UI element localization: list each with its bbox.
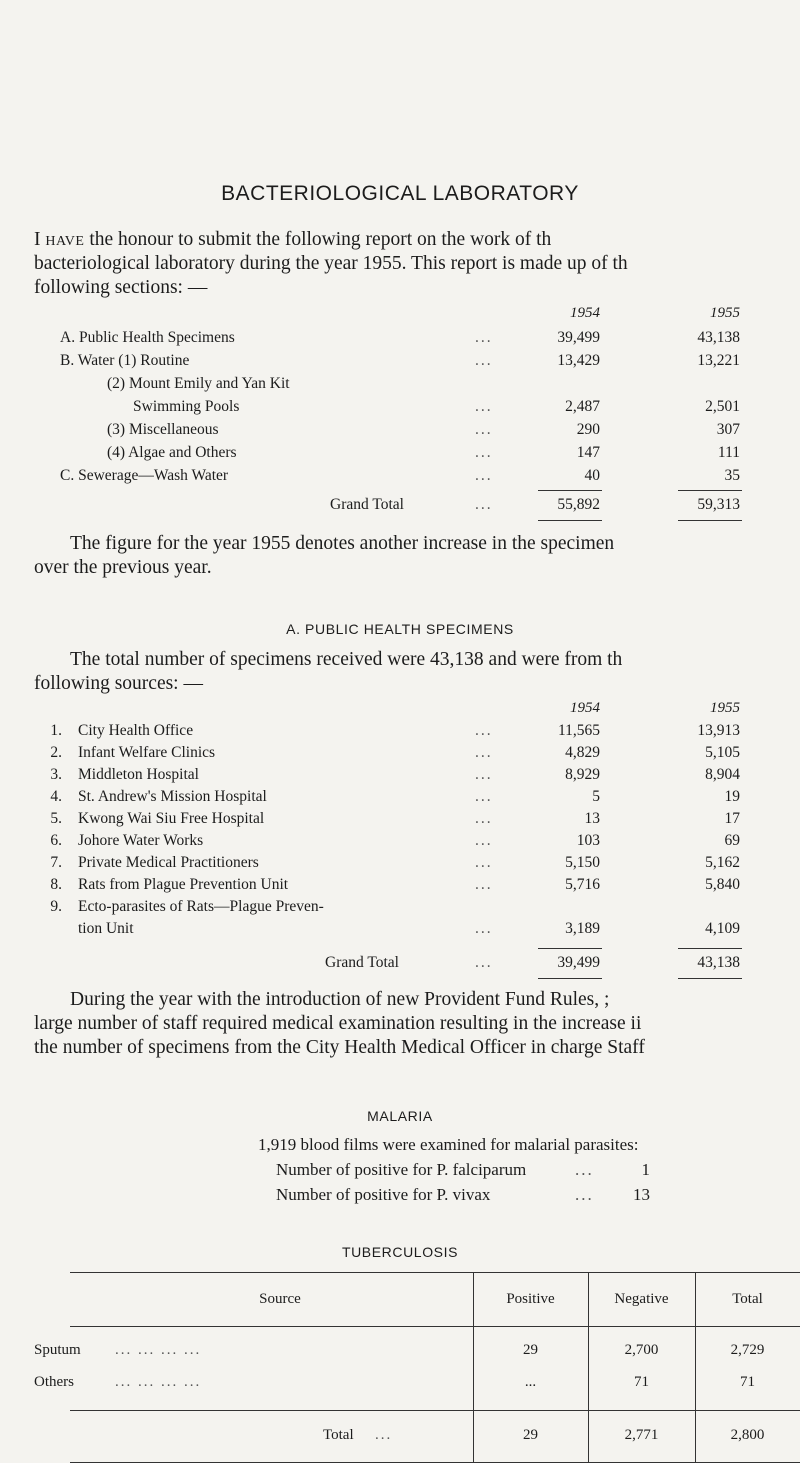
phs-row-label: St. Andrew's Mission Hospital bbox=[78, 788, 267, 805]
phs-row-1955: 8,904 bbox=[705, 766, 740, 783]
phs-row-1954: 13 bbox=[584, 810, 600, 827]
summary-row-b3-1955: 307 bbox=[716, 421, 740, 438]
summary-row-a-1955: 43,138 bbox=[697, 329, 740, 346]
phs-row-dots: ... bbox=[475, 744, 493, 761]
summary-row-b3-dots: ... bbox=[475, 421, 493, 438]
summary-row-a-dots: ... bbox=[475, 329, 493, 346]
summary-row-c-1955: 35 bbox=[724, 467, 740, 484]
phs-row-number: 3. bbox=[50, 766, 62, 783]
intro-line-1-rest: the honour to submit the following report on the work of th bbox=[84, 229, 552, 250]
tb-total-positive: 29 bbox=[523, 1427, 538, 1443]
summary-year-1955: 1955 bbox=[710, 305, 740, 321]
phs-row-label: Private Medical Practitioners bbox=[78, 854, 259, 871]
summary-year-1954: 1954 bbox=[570, 305, 600, 321]
summary-row-b1: B. Water (1) Routine bbox=[60, 352, 190, 369]
tb-heading: TUBERCULOSIS bbox=[341, 1244, 459, 1260]
summary-row-a-1954: 39,499 bbox=[557, 329, 600, 346]
summary-row-b1-1955: 13,221 bbox=[697, 352, 740, 369]
tb-total-dots: ... bbox=[375, 1427, 393, 1443]
phs-rule-top-1954 bbox=[538, 948, 602, 949]
malaria-vivax-label: Number of positive for P. vivax bbox=[276, 1185, 491, 1204]
summary-total-dots: ... bbox=[475, 496, 493, 513]
phs-heading: A. PUBLIC HEALTH SPECIMENS bbox=[286, 621, 514, 637]
summary-total-1955: 59,313 bbox=[697, 496, 740, 513]
tb-header-source: Source bbox=[259, 1291, 301, 1307]
tb-row-others-negative: 71 bbox=[634, 1374, 649, 1390]
phs-row-number: 2. bbox=[50, 744, 62, 761]
tb-total-total: 2,800 bbox=[730, 1427, 765, 1443]
phs-row-1955: 13,913 bbox=[697, 722, 740, 739]
tb-row-others-source: Others bbox=[34, 1374, 74, 1390]
phs-row-1955: 5,162 bbox=[705, 854, 740, 871]
tb-rule-header bbox=[70, 1326, 800, 1327]
phs-row-1955: 19 bbox=[724, 788, 740, 805]
phs-row-1954: 11,565 bbox=[557, 722, 600, 739]
phs-row-1955: 69 bbox=[724, 832, 740, 849]
summary-row-b3: (3) Miscellaneous bbox=[107, 421, 219, 438]
summary-rule-top-1954 bbox=[538, 490, 602, 491]
tb-header-total: Total bbox=[732, 1291, 763, 1307]
tb-row-sputum-negative: 2,700 bbox=[624, 1342, 659, 1358]
phs-row-label: Infant Welfare Clinics bbox=[78, 744, 216, 761]
summary-rule-top-1955 bbox=[678, 490, 742, 491]
summary-row-b4-dots: ... bbox=[475, 444, 493, 461]
phs-row-dots: ... bbox=[475, 920, 493, 937]
phs-total-label: Grand Total bbox=[325, 954, 399, 971]
summary-row-c-1954: 40 bbox=[584, 467, 600, 484]
phs-row-1954: 8,929 bbox=[565, 766, 600, 783]
phs-year-1954: 1954 bbox=[570, 700, 600, 716]
tb-rule-total bbox=[70, 1410, 800, 1411]
summary-row-c-dots: ... bbox=[475, 467, 493, 484]
malaria-vivax-dots: ... bbox=[575, 1185, 594, 1204]
phs-row-1955: 5,840 bbox=[705, 876, 740, 893]
summary-row-b2-dots: ... bbox=[475, 398, 493, 415]
phs-rule-bottom-1954 bbox=[538, 978, 602, 979]
summary-row-b2-cont: Swimming Pools bbox=[133, 398, 240, 415]
intro-prefix: I bbox=[34, 229, 46, 250]
phs-row-dots: ... bbox=[475, 832, 493, 849]
tb-header-positive: Positive bbox=[506, 1291, 555, 1307]
summary-total-label: Grand Total bbox=[330, 496, 404, 513]
phs-rule-top-1955 bbox=[678, 948, 742, 949]
summary-row-b2-1955: 2,501 bbox=[705, 398, 740, 415]
tb-header-negative: Negative bbox=[614, 1291, 669, 1307]
phs-row-1954: 103 bbox=[576, 832, 600, 849]
page-title: BACTERIOLOGICAL LABORATORY bbox=[221, 182, 579, 205]
phs-total-1955: 43,138 bbox=[697, 954, 740, 971]
summary-row-b4: (4) Algae and Others bbox=[107, 444, 237, 461]
provident-line-2: large number of staff required medical examination resulting in the increase ii bbox=[34, 1013, 642, 1034]
phs-row-dots: ... bbox=[475, 788, 493, 805]
summary-row-b3-1954: 290 bbox=[576, 421, 600, 438]
summary-row-b4-1955: 111 bbox=[717, 444, 740, 461]
phs-row-number: 6. bbox=[50, 832, 62, 849]
summary-row-b2-1954: 2,487 bbox=[565, 398, 600, 415]
tb-row-others-dots: ... ... ... ... bbox=[115, 1374, 202, 1390]
phs-total-dots: ... bbox=[475, 954, 493, 971]
tb-total-negative: 2,771 bbox=[624, 1427, 659, 1443]
summary-rule-bottom-1955 bbox=[678, 520, 742, 521]
phs-row-label: Rats from Plague Prevention Unit bbox=[78, 876, 289, 893]
provident-line-3: the number of specimens from the City Health Medical Officer in charge Staff bbox=[34, 1037, 645, 1058]
phs-intro-line-2: following sources: — bbox=[34, 673, 203, 694]
phs-row-dots: ... bbox=[475, 722, 493, 739]
phs-intro-line-1: The total number of specimens received were 43,138 and were from th bbox=[70, 649, 623, 670]
intro-line-3: following sections: — bbox=[34, 277, 208, 298]
phs-row-label: Kwong Wai Siu Free Hospital bbox=[78, 810, 265, 827]
malaria-falciparum-dots: ... bbox=[575, 1160, 594, 1179]
phs-row-number: 9. bbox=[50, 898, 62, 915]
figure-note-line-2: over the previous year. bbox=[34, 557, 212, 578]
summary-row-c: C. Sewerage—Wash Water bbox=[60, 467, 229, 484]
phs-row-label: Johore Water Works bbox=[78, 832, 204, 849]
summary-total-1954: 55,892 bbox=[557, 496, 600, 513]
phs-row-label: Ecto-parasites of Rats—Plague Preven- bbox=[78, 898, 324, 915]
figure-note-line-1: The figure for the year 1955 denotes another increase in the specimen bbox=[70, 533, 615, 554]
summary-row-a: A. Public Health Specimens bbox=[60, 329, 235, 346]
phs-row-dots: ... bbox=[475, 810, 493, 827]
tb-row-others-positive: ... bbox=[524, 1374, 537, 1390]
phs-row-number: 1. bbox=[50, 722, 62, 739]
phs-row-number: 5. bbox=[50, 810, 62, 827]
phs-rule-bottom-1955 bbox=[678, 978, 742, 979]
summary-row-b1-dots: ... bbox=[475, 352, 493, 369]
summary-rule-bottom-1954 bbox=[538, 520, 602, 521]
phs-row-number: 8. bbox=[50, 876, 62, 893]
phs-row-1954: 5,716 bbox=[565, 876, 600, 893]
phs-row-dots: ... bbox=[475, 766, 493, 783]
tb-row-sputum-source: Sputum bbox=[34, 1342, 81, 1358]
phs-row-label: Middleton Hospital bbox=[78, 766, 199, 783]
phs-row-1954: 5,150 bbox=[565, 854, 600, 871]
malaria-heading: MALARIA bbox=[367, 1108, 433, 1124]
phs-row-number: 7. bbox=[50, 854, 62, 871]
intro-line-1 bbox=[34, 228, 551, 254]
phs-year-1955: 1955 bbox=[710, 700, 740, 716]
malaria-falciparum-label: Number of positive for P. falciparum bbox=[276, 1160, 527, 1179]
summary-row-b1-1954: 13,429 bbox=[557, 352, 600, 369]
phs-row-number: 4. bbox=[50, 788, 62, 805]
phs-row-1955: 4,109 bbox=[705, 920, 740, 937]
phs-row-dots: ... bbox=[475, 854, 493, 871]
tb-row-sputum-positive: 29 bbox=[523, 1342, 538, 1358]
phs-row-1954: 5 bbox=[592, 788, 600, 805]
malaria-falciparum-value: 1 bbox=[641, 1160, 650, 1179]
phs-total-1954: 39,499 bbox=[557, 954, 600, 971]
summary-row-b2: (2) Mount Emily and Yan Kit bbox=[107, 375, 290, 392]
tb-row-others-total: 71 bbox=[740, 1374, 755, 1390]
intro-smallcaps: HAVE bbox=[45, 234, 85, 249]
phs-row-1955: 5,105 bbox=[705, 744, 740, 761]
phs-row-label: tion Unit bbox=[78, 920, 134, 937]
malaria-vivax-value: 13 bbox=[633, 1185, 650, 1204]
tb-total-label: Total bbox=[323, 1427, 354, 1443]
tb-row-sputum-dots: ... ... ... ... bbox=[115, 1342, 202, 1358]
tb-row-sputum-total: 2,729 bbox=[730, 1342, 765, 1358]
phs-row-1955: 17 bbox=[724, 810, 740, 827]
phs-row-1954: 3,189 bbox=[565, 920, 600, 937]
intro-line-2: bacteriological laboratory during the year 1955. This report is made up of th bbox=[34, 253, 628, 274]
phs-row-label: City Health Office bbox=[78, 722, 194, 739]
phs-row-1954: 4,829 bbox=[565, 744, 600, 761]
tb-rule-top bbox=[70, 1272, 800, 1273]
phs-row-dots: ... bbox=[475, 876, 493, 893]
malaria-line-1: 1,919 blood films were examined for malarial parasites: bbox=[258, 1135, 639, 1154]
summary-row-b4-1954: 147 bbox=[576, 444, 600, 461]
provident-line-1: During the year with the introduction of new Provident Fund Rules, ; bbox=[70, 989, 610, 1010]
